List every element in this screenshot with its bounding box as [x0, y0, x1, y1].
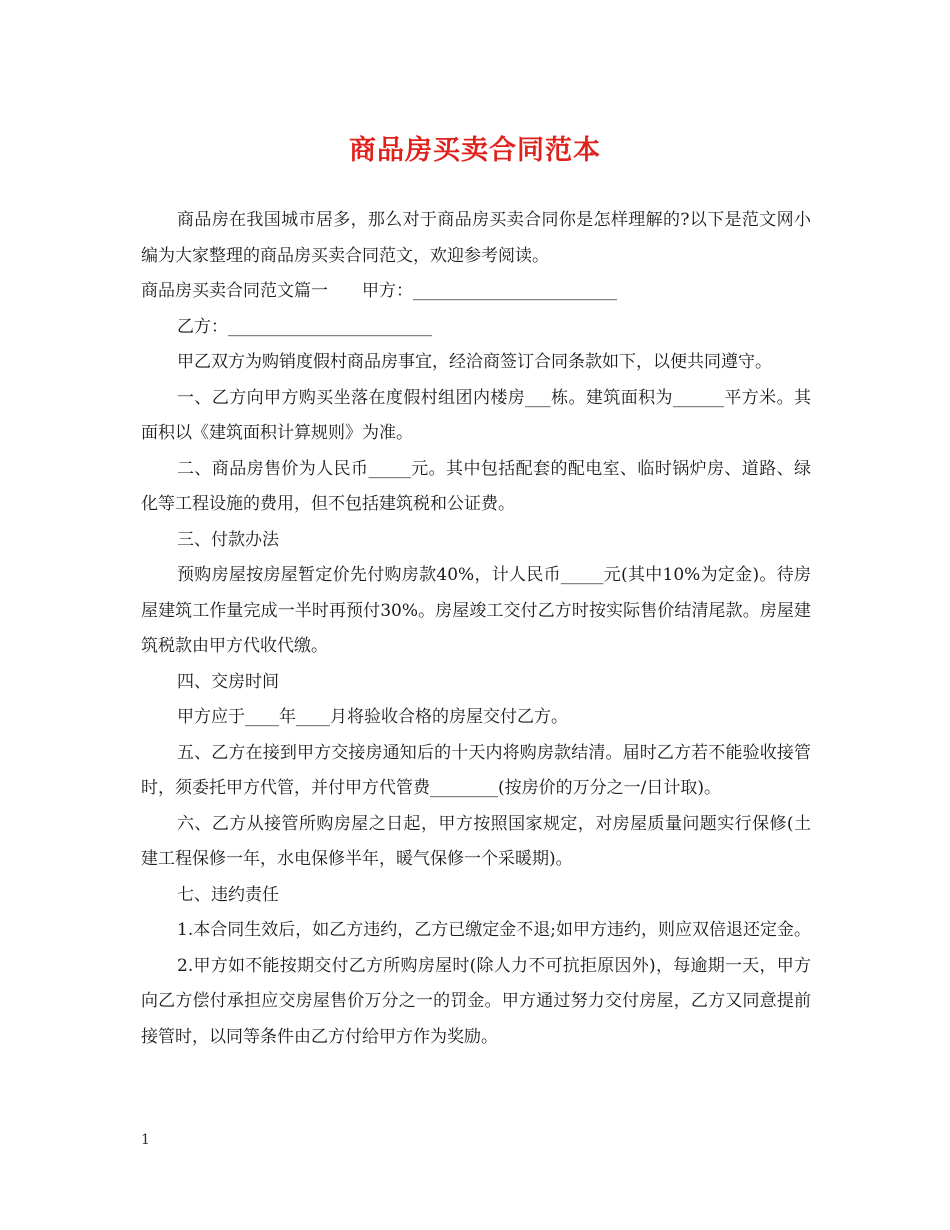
intro-paragraph: 商品房在我国城市居多，那么对于商品房买卖合同你是怎样理解的?以下是范文网小编为大家整理的商品房买卖合同范文，欢迎参考阅读。: [141, 210, 811, 266]
clause-5: 五、乙方在接到甲方交接房通知后的十天内将购房款结清。届时乙方若不能验收接管时，须委托甲方代管，并付甲方代管费________(按房价的万分之一/日计取)。: [141, 742, 811, 798]
party-a-line: 商品房买卖合同范文篇一 甲方：________________________: [141, 281, 617, 301]
page-number: 1: [141, 1132, 150, 1148]
document-title: 商品房买卖合同范本: [349, 135, 601, 166]
clause-7-heading: 七、违约责任: [177, 884, 279, 905]
document-body: [141, 203, 811, 1055]
clause-7-item-2: 2.甲方如不能按期交付乙方所购房屋时(除人力不可抗拒原因外)，每逾期一天，甲方向乙方偿付承担应交房屋售价万分之一的罚金。甲方通过努力交付房屋，乙方又同意提前接管时，以同等条件由乙方付给甲方作为奖励。: [141, 955, 811, 1047]
clause-3-heading: 三、付款办法: [177, 529, 279, 550]
clause-3-body: 预购房屋按房屋暂定价先付购房款40%，计人民币_____元(其中10%为定金)。待房屋建筑工作量完成一半时再预付30%。房屋竣工交付乙方时按实际售价结清尾款。房屋建筑税款由甲方代收代缴。: [141, 565, 811, 656]
preamble-paragraph: 甲乙双方为购销度假村商品房事宜，经洽商签订合同条款如下，以便共同遵守。: [177, 352, 772, 372]
clause-4-heading: 四、交房时间: [177, 671, 279, 692]
clause-1: 一、乙方向甲方购买坐落在度假村组团内楼房___栋。建筑面积为______平方米。其面积以《建筑面积计算规则》为准。: [141, 387, 811, 443]
party-b-line: 乙方：________________________: [177, 316, 432, 337]
clause-7-item-1: 1.本合同生效后，如乙方违约，乙方已缴定金不退;如甲方违约，则应双倍退还定金。: [177, 920, 811, 940]
clause-6: 六、乙方从接管所购房屋之日起，甲方按照国家规定，对房屋质量问题实行保修(土建工程保修一年，水电保修半年，暖气保修一个采暖期)。: [141, 813, 811, 869]
clause-2: 二、商品房售价为人民币_____元。其中包括配套的配电室、临时锅炉房、道路、绿化等工程设施的费用，但不包括建筑税和公证费。: [141, 458, 811, 514]
clause-4-body: 甲方应于____年____月将验收合格的房屋交付乙方。: [177, 707, 568, 727]
